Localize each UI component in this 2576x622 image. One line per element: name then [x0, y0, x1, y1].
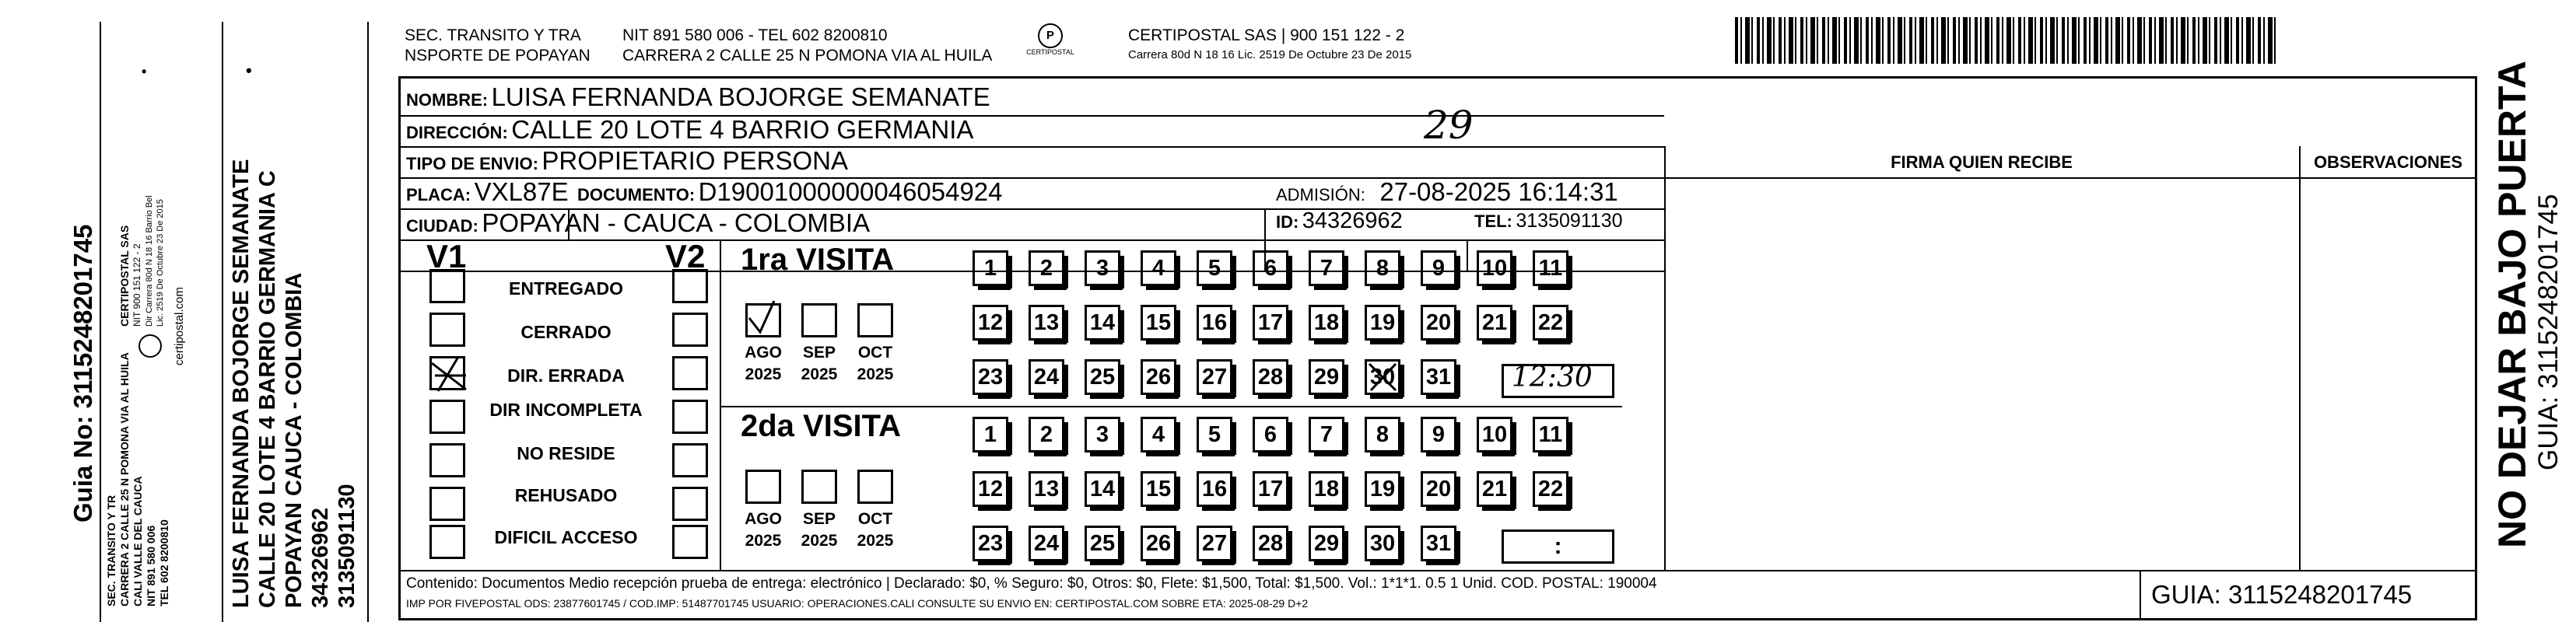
visit1-day-19[interactable]: 19: [1365, 305, 1400, 341]
visit1-day-17[interactable]: 17: [1253, 305, 1288, 341]
visit1-day-9[interactable]: 9: [1421, 250, 1456, 286]
visit2-day-13[interactable]: 13: [1029, 471, 1064, 507]
visit2-day-11[interactable]: 11: [1533, 417, 1568, 453]
visits-divider: [720, 239, 721, 570]
visit2-day-24[interactable]: 24: [1029, 526, 1064, 561]
visit1-day-31[interactable]: 31: [1421, 359, 1456, 395]
left-stub-divider: [100, 22, 101, 622]
visit2-day-30[interactable]: 30: [1365, 526, 1400, 561]
cross-mark-icon: [1365, 359, 1400, 395]
barcode: [1735, 17, 2280, 64]
v2-checkbox-dir-errada[interactable]: [672, 356, 708, 390]
visit1-day-3[interactable]: 3: [1085, 250, 1120, 286]
documento-field: DOCUMENTO: D19001000000046054924: [577, 177, 1003, 206]
footer-print-line: IMP POR FIVEPOSTAL ODS: 23877601745 / COD.IMP: 51487701745 USUARIO: OPERACIONES.CALI CONSULTE SU ENVIO EN: CERTIPOSTAL.COM SOBRE ETA: 2025-08-29 D+2: [406, 597, 1309, 610]
visit1-month-ago[interactable]: [745, 303, 781, 337]
certipostal-logo: P CERTIPOSTAL: [1015, 23, 1085, 67]
firma-header: FIRMA QUIEN RECIBE: [1891, 152, 2073, 172]
visit2-day-8[interactable]: 8: [1365, 417, 1400, 453]
checkmark-icon: [743, 295, 787, 341]
visit1-day-20[interactable]: 20: [1421, 305, 1456, 341]
visit2-day-1[interactable]: 1: [973, 417, 1008, 453]
obs-left-border: [2299, 146, 2301, 570]
col-divider: [1467, 239, 1468, 271]
visit2-day-26[interactable]: 26: [1141, 526, 1176, 561]
visit2-day-7[interactable]: 7: [1309, 417, 1344, 453]
visit2-day-28[interactable]: 28: [1253, 526, 1288, 561]
visit1-day-10[interactable]: 10: [1477, 250, 1512, 286]
id-field: ID: 34326962: [1276, 208, 1403, 233]
corner-mark-2: •: [246, 61, 252, 80]
visit2-day-10[interactable]: 10: [1477, 417, 1512, 453]
visit2-day-27[interactable]: 27: [1197, 526, 1232, 561]
visit2-day-4[interactable]: 4: [1141, 417, 1176, 453]
visit2-title: 2da VISITA: [741, 409, 901, 443]
observaciones-header: OBSERVACIONES: [2313, 152, 2463, 172]
visit1-day-16[interactable]: 16: [1197, 305, 1232, 341]
visit2-day-5[interactable]: 5: [1197, 417, 1232, 453]
visit1-day-18[interactable]: 18: [1309, 305, 1344, 341]
placa-field: PLACA: VXL87E: [406, 177, 569, 206]
reason-cerrado: CERRADO: [520, 322, 612, 342]
visit1-day-26[interactable]: 26: [1141, 359, 1176, 395]
visit1-day-28[interactable]: 28: [1253, 359, 1288, 395]
v1-checkbox-dir-incompleta[interactable]: [429, 400, 465, 434]
visit2-day-16[interactable]: 16: [1197, 471, 1232, 507]
visit-split-line: [720, 406, 1622, 407]
visit2-day-18[interactable]: 18: [1309, 471, 1344, 507]
v2-label: V2: [665, 238, 706, 274]
visit2-day-21[interactable]: 21: [1477, 471, 1512, 507]
visit2-time-box[interactable]: :: [1502, 529, 1614, 564]
reason-dificil-acceso: DIFICIL ACCESO: [494, 527, 638, 547]
visit2-month-sep[interactable]: [801, 470, 837, 504]
guia-number-vertical: Guia No: 3115248201745: [68, 224, 97, 522]
direccion-row: DIRECCIÓN: CALLE 20 LOTE 4 BARRIO GERMANIA: [406, 115, 974, 144]
visit1-day-11[interactable]: 11: [1533, 250, 1568, 286]
v1-checkbox-no-reside[interactable]: [429, 443, 465, 477]
reason-entregado: ENTREGADO: [509, 278, 623, 299]
nombre-row: NOMBRE: LUISA FERNANDA BOJORGE SEMANATE: [406, 82, 990, 111]
v1-checkbox-rehusado[interactable]: [429, 487, 465, 521]
visit2-day-9[interactable]: 9: [1421, 417, 1456, 453]
visit1-day-15[interactable]: 15: [1141, 305, 1176, 341]
visit1-day-13[interactable]: 13: [1029, 305, 1064, 341]
visit2-month-oct[interactable]: [857, 470, 893, 504]
reason-rehusado: REHUSADO: [514, 485, 618, 505]
visit2-day-6[interactable]: 6: [1253, 417, 1288, 453]
v2-checkbox-entregado[interactable]: [672, 269, 708, 303]
visit2-day-31[interactable]: 31: [1421, 526, 1456, 561]
corner-mark-1: •: [142, 64, 147, 79]
visit1-day-7[interactable]: 7: [1309, 250, 1344, 286]
visit1-day-24[interactable]: 24: [1029, 359, 1064, 395]
visit1-time-box[interactable]: 12:30: [1502, 364, 1614, 398]
visit2-month-ago[interactable]: [745, 470, 781, 504]
visit1-day-14[interactable]: 14: [1085, 305, 1120, 341]
ciudad-field: CIUDAD: POPAYAN - CAUCA - COLOMBIA: [406, 208, 871, 237]
visit2-day-15[interactable]: 15: [1141, 471, 1176, 507]
visit1-day-29[interactable]: 29: [1309, 359, 1344, 395]
visit1-day-21[interactable]: 21: [1477, 305, 1512, 341]
visit1-day-5[interactable]: 5: [1197, 250, 1232, 286]
visit2-day-17[interactable]: 17: [1253, 471, 1288, 507]
footer-divider: [398, 570, 2477, 571]
v2-checkbox-dificil-acceso[interactable]: [672, 525, 708, 559]
footer-content-line: Contenido: Documentos Medio recepción prueba de entrega: electrónico | Declarado: $0, % Seguro: $0, Otros: $0, Flete: $1,500, Total: $1,500. Vol.: 1*1*1. 0.5 1 Unid. COD. POSTAL: 190004: [406, 575, 1657, 592]
visit1-day-27[interactable]: 27: [1197, 359, 1232, 395]
v2-checkbox-cerrado[interactable]: [672, 313, 708, 347]
reason-no-reside: NO RESIDE: [517, 443, 615, 463]
visit2-day-25[interactable]: 25: [1085, 526, 1120, 561]
visit1-day-22[interactable]: 22: [1533, 305, 1568, 341]
reason-dir-errada: DIR. ERRADA: [507, 365, 625, 386]
visit1-day-2[interactable]: 2: [1029, 250, 1064, 286]
visit1-day-6[interactable]: 6: [1253, 250, 1288, 286]
admision-field: ADMISIÓN: 27-08-2025 16:14:31: [1276, 177, 1618, 206]
visit1-day-12[interactable]: 12: [973, 305, 1008, 341]
left-stub-right-border: [367, 22, 369, 622]
visit1-day-23[interactable]: 23: [973, 359, 1008, 395]
v1-checkbox-cerrado[interactable]: [429, 313, 465, 347]
v1-checkbox-dificil-acceso[interactable]: [429, 525, 465, 559]
left-inner-divider: [222, 22, 223, 622]
certipostal-logo-small: [138, 334, 162, 358]
visit2-day-19[interactable]: 19: [1365, 471, 1400, 507]
v1-checkbox-dir-errada[interactable]: [429, 356, 465, 390]
tel-field: TEL: 3135091130: [1474, 210, 1623, 232]
row-divider: [398, 239, 1664, 241]
visit2-day-29[interactable]: 29: [1309, 526, 1344, 561]
visit1-day-4[interactable]: 4: [1141, 250, 1176, 286]
reason-dir-incompleta: DIR INCOMPLETA: [489, 400, 643, 420]
footer-guia-border: [2140, 570, 2141, 620]
visit2-day-22[interactable]: 22: [1533, 471, 1568, 507]
visit1-day-30[interactable]: 30: [1365, 359, 1400, 395]
visit2-day-20[interactable]: 20: [1421, 471, 1456, 507]
no-dejar-bajo-puerta: NO DEJAR BAJO PUERTA: [2490, 61, 2534, 548]
tipo-envio-row: TIPO DE ENVIO: PROPIETARIO PERSONA: [406, 146, 849, 175]
visit2-day-12[interactable]: 12: [973, 471, 1008, 507]
visit2-day-23[interactable]: 23: [973, 526, 1008, 561]
firma-left-border: [1664, 146, 1666, 570]
right-stub-guia: GUIA: 3115248201745: [2533, 194, 2564, 470]
v2-checkbox-no-reside[interactable]: [672, 443, 708, 477]
visit1-month-sep[interactable]: [801, 303, 837, 337]
v2-checkbox-dir-incompleta[interactable]: [672, 400, 708, 434]
v2-checkbox-rehusado[interactable]: [672, 487, 708, 521]
visit2-day-3[interactable]: 3: [1085, 417, 1120, 453]
visit1-title: 1ra VISITA: [741, 243, 895, 277]
visit2-day-14[interactable]: 14: [1085, 471, 1120, 507]
visit2-day-2[interactable]: 2: [1029, 417, 1064, 453]
visit1-day-8[interactable]: 8: [1365, 250, 1400, 286]
v1-label: V1: [426, 238, 467, 274]
visit1-month-oct[interactable]: [857, 303, 893, 337]
v1-checkbox-entregado[interactable]: [429, 269, 465, 303]
visit1-day-1[interactable]: 1: [973, 250, 1008, 286]
direccion-handwritten: 29: [1424, 103, 1474, 148]
footer-guia: GUIA: 3115248201745: [2151, 580, 2413, 609]
visit1-day-25[interactable]: 25: [1085, 359, 1120, 395]
